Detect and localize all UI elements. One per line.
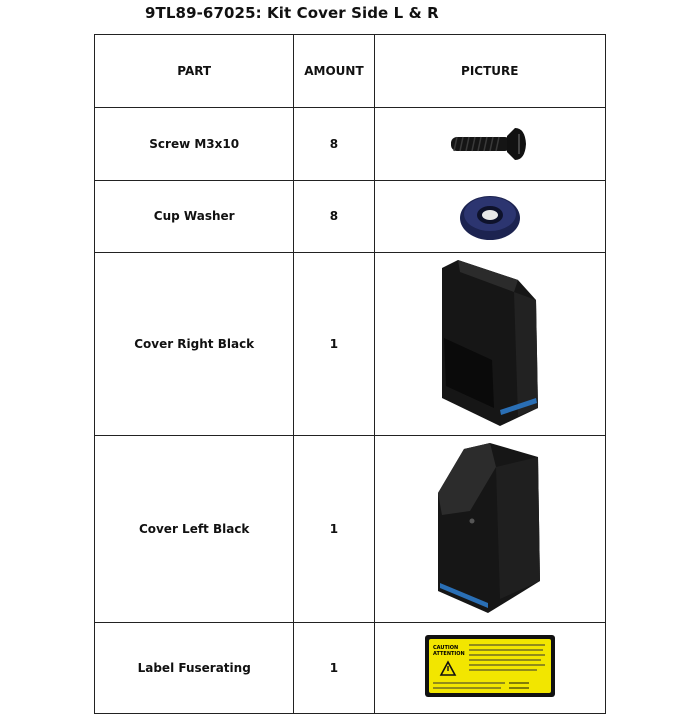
table-row xyxy=(95,436,606,623)
part-picture xyxy=(374,107,605,180)
table-row xyxy=(95,107,606,180)
part-amount: 1 xyxy=(294,253,374,436)
table-header-row xyxy=(95,35,606,108)
cover-left-icon xyxy=(430,441,550,617)
table-row xyxy=(95,253,606,436)
header-amount: AMOUNT xyxy=(294,35,374,108)
cover-right-icon xyxy=(430,258,550,430)
cup-washer-icon xyxy=(455,188,525,244)
table-row xyxy=(95,180,606,253)
part-name: Cover Right Black xyxy=(95,253,294,436)
label-caution-text: CAUTION xyxy=(432,645,458,652)
part-amount: 1 xyxy=(294,436,374,623)
part-picture xyxy=(374,180,605,253)
part-name: Cover Left Black xyxy=(95,436,294,623)
screw-icon xyxy=(445,124,535,164)
label-icon xyxy=(425,635,555,697)
header-picture: PICTURE xyxy=(374,35,605,108)
part-amount: 8 xyxy=(294,107,374,180)
part-picture xyxy=(374,253,605,436)
part-name: Screw M3x10 xyxy=(95,107,294,180)
part-name: Cup Washer xyxy=(95,180,294,253)
part-amount: 1 xyxy=(294,623,374,714)
part-amount: 8 xyxy=(294,180,374,253)
parts-table xyxy=(94,34,606,714)
document-title: 9TL89-67025: Kit Cover Side L & R xyxy=(145,4,439,22)
label-attention-text: ATTENTION xyxy=(432,651,465,658)
part-name: Label Fuserating xyxy=(95,623,294,714)
part-picture xyxy=(374,436,605,623)
header-part: PART xyxy=(95,35,294,108)
